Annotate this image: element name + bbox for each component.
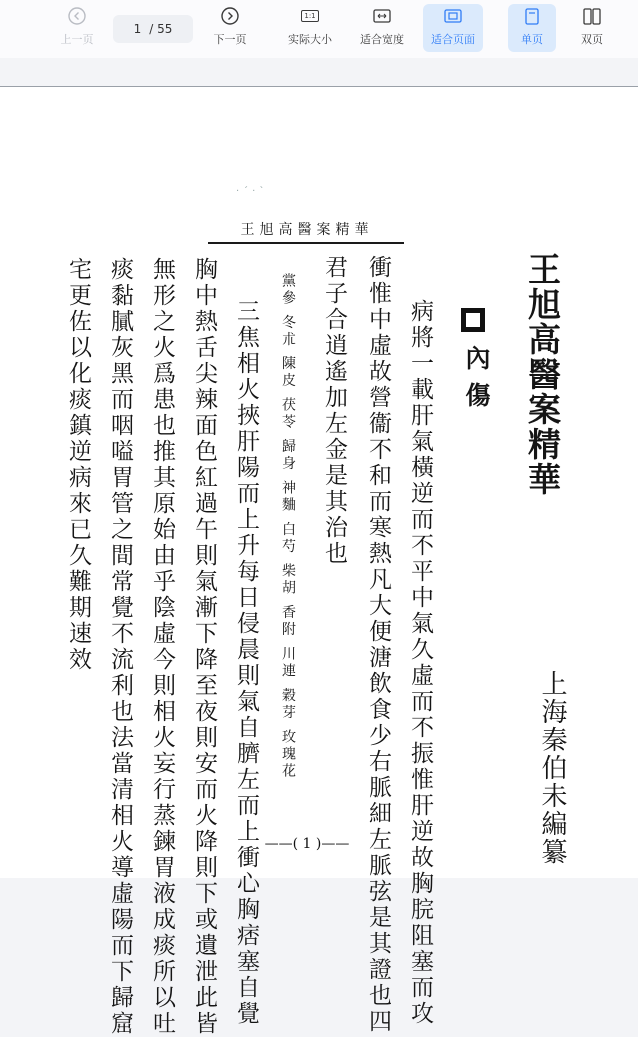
prev-page-label: 上一页 [60,33,94,46]
fit-width-label: 适合宽度 [360,33,404,46]
double-page-icon [583,4,601,28]
text-line: 衝惟中虛故營衞不和而寒熱凡大便溏飲食少右脈細左脈弦是其證也四 [365,255,391,1035]
page-folio: ——( 1 )—— [264,836,350,852]
text-line: 宅更佐以化痰鎮逆病來已久難期速效 [65,257,91,673]
text-line: 痰黏膩灰黑而咽嗌胃管之間常覺不流利也法當清相火導虛陽而下歸窟 [107,257,133,1037]
actual-size-icon [301,4,318,28]
fit-page-button[interactable] [423,4,483,52]
section-heading: 內傷 [462,345,491,419]
text-line: 君子合逍遙加左金是其治也 [321,255,347,567]
fit-page-icon [444,4,462,28]
text-line: 無形之火爲患也推其原始由乎陰虛今則相火妄行蒸鍊胃液成痰所以吐 [149,257,175,1037]
running-head-rule [208,242,404,244]
section-marker-icon [461,308,485,332]
page-number-input[interactable] [113,15,193,43]
running-head: 王旭高醫案精華 [240,222,374,238]
book-author: 上海秦伯未編纂 [537,670,567,866]
double-page-label: 双页 [581,33,603,46]
fit-width-icon [373,4,391,28]
single-page-button[interactable] [508,4,556,52]
scan-speck: ·ˊ·ˋ [236,186,269,197]
actual-size-button[interactable] [280,4,340,52]
single-page-icon [525,4,539,28]
actual-size-label: 实际大小 [288,33,332,46]
chevron-left-circle-icon [68,4,86,28]
scanned-page [0,86,638,1037]
total-pages: / 55 [149,22,173,36]
fit-width-button[interactable] [352,4,412,52]
prev-page-button[interactable] [54,4,100,52]
chevron-right-circle-icon [221,4,239,28]
next-page-button[interactable] [207,4,253,52]
text-line: 三焦相火挾肝陽而上升每日侵晨則氣自臍左而上衝心胸痞塞自覺 [233,299,259,1027]
text-line: 胸中熱舌尖辣面色紅過午則氣漸下降至夜則安而火降則下或遺泄此皆 [191,257,217,1037]
text-line: 病將一載肝氣橫逆而不平中氣久虛而不振惟肝逆故胸脘阻塞而攻 [407,299,433,1027]
double-page-button[interactable] [568,4,616,52]
current-page-value: 1 [133,22,142,36]
fit-page-label: 适合页面 [431,33,475,46]
next-page-label: 下一页 [213,33,247,46]
prescription-line: 黨參 冬朮 陳皮 茯苓 歸身 神麯 白芍 柴胡 香附 川連 穀芽 玫瑰花 [280,273,296,780]
viewer-toolbar [0,0,638,58]
actual-size-icon-text: 1:1 [301,10,318,22]
single-page-label: 单页 [521,33,543,46]
toolbar-gap [0,58,638,86]
book-title: 王旭高醫案精華 [523,252,562,497]
